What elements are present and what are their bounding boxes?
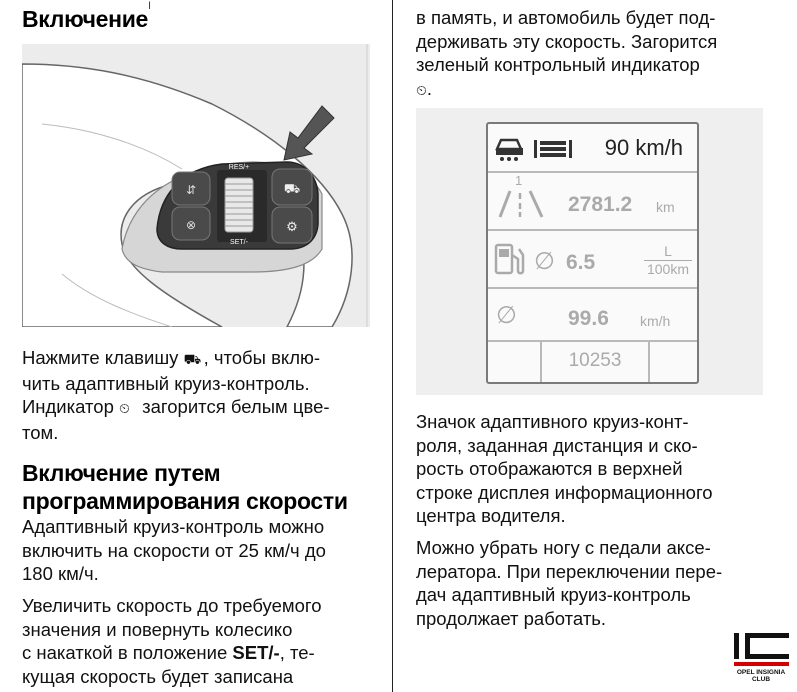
text-line: продолжает работать.	[416, 607, 607, 629]
text-line: держивать эту скорость. Загорится	[416, 30, 718, 52]
odometer-box	[540, 340, 650, 382]
para-enable-text: загорится белым цве-	[137, 396, 330, 417]
speedometer-indicator-icon: ⏲	[119, 400, 130, 416]
text-line: Увеличить скорость до требуемого	[22, 595, 322, 616]
acc-car-icon	[494, 135, 530, 163]
display-row-acc	[488, 124, 697, 173]
logo-mark-icon	[731, 630, 791, 672]
para-set-speed	[22, 594, 322, 688]
set-label: SET/-	[230, 239, 248, 246]
column-divider	[392, 0, 393, 692]
para-enable-text: Индикатор	[22, 396, 120, 417]
set-position-label: SET/-	[232, 642, 280, 663]
trip-distance: 2781.2	[568, 193, 633, 216]
text-cursor-icon: I	[148, 0, 152, 12]
text-line: центра водителя.	[416, 505, 566, 526]
driver-info-display	[416, 108, 763, 395]
display-row-avg-speed	[488, 287, 697, 342]
text-line: зеленый контрольный индикатор	[416, 54, 700, 75]
logo-text: CLUB	[751, 676, 771, 683]
svg-text:⚙: ⚙	[286, 220, 298, 235]
text-line: дач адаптивный круиз-контроль	[416, 584, 691, 605]
svg-text:⊗: ⊗	[185, 218, 197, 232]
acc-car-icon: ⛟	[183, 351, 202, 367]
logo-text: OPEL INSIGNIA	[736, 669, 786, 676]
text-line: включить на скорости от 25 км/ч до	[22, 539, 326, 561]
heading-line: Включение путем	[22, 460, 221, 486]
average-symbol-icon: ∅	[534, 248, 555, 275]
para-speed-range	[22, 515, 326, 586]
display-row-fuel	[488, 229, 697, 289]
road-icon	[496, 189, 548, 219]
svg-text:⛟: ⛟	[283, 182, 301, 197]
heading-enable: Включение	[22, 6, 149, 32]
text-line: Можно убрать ногу с педали аксе-	[416, 537, 711, 558]
para-enable	[22, 346, 382, 444]
display-speed: 90 km/h	[604, 135, 683, 160]
text-line: с накаткой в положение	[22, 642, 233, 663]
consumption-unit	[644, 243, 692, 277]
fuel-pump-icon	[494, 243, 526, 277]
para-display-info	[416, 410, 713, 528]
para-continued: в память, и автомобиль будет под- держивать эту скорость. Загорится зеленый контрольный индикатор ⏲.	[416, 7, 718, 99]
res-label: RES/+	[228, 164, 250, 171]
text-line: значения и повернуть колесико	[22, 618, 293, 640]
heading-line: программирования скорости	[22, 488, 348, 514]
text-line: рость отображаются в верхней	[416, 458, 683, 479]
consumption-unit-top: L	[664, 243, 672, 259]
display-screen	[486, 122, 699, 384]
consumption-value: 6.5	[566, 251, 596, 274]
steering-wheel-illustration	[22, 44, 370, 327]
opel-insignia-club-logo	[731, 630, 791, 690]
text-line: лератора. При переключении пере-	[416, 560, 723, 582]
distance-bars-icon	[534, 138, 574, 160]
speedometer-indicator-icon: ⏲	[416, 81, 427, 98]
lane-number: 1	[515, 173, 523, 188]
text-line: в память, и автомобиль будет под-	[416, 7, 716, 28]
display-row-trip	[488, 171, 697, 231]
text-line: Значок адаптивного круиз-конт-	[416, 411, 689, 432]
para-enable-text: Нажмите клавишу	[22, 347, 184, 368]
para-enable-text: том.	[22, 421, 59, 443]
heading-enable-programming	[22, 459, 348, 515]
average-speed-value: 99.6	[568, 307, 609, 330]
average-symbol-icon: ∅	[496, 302, 517, 329]
para-accelerator	[416, 536, 722, 630]
text-line: , те-	[279, 642, 315, 663]
text-line: роля, заданная дистанция и ско-	[416, 434, 698, 456]
text-line: Адаптивный круиз-контроль можно	[22, 516, 325, 537]
consumption-unit-bottom: 100km	[644, 260, 692, 277]
odometer-value: 10253	[568, 350, 622, 371]
average-speed-unit: km/h	[640, 313, 671, 329]
text-line: 180 км/ч.	[22, 563, 99, 584]
svg-text:⇵: ⇵	[185, 183, 197, 197]
trip-distance-unit: km	[656, 199, 675, 215]
text-line: строке дисплея информационного	[416, 481, 713, 503]
para-enable-text: чить адаптивный круиз-контроль.	[22, 372, 310, 394]
text-line: кущая скорость будет записана	[22, 665, 294, 687]
para-enable-text: , чтобы вклю-	[203, 347, 321, 368]
